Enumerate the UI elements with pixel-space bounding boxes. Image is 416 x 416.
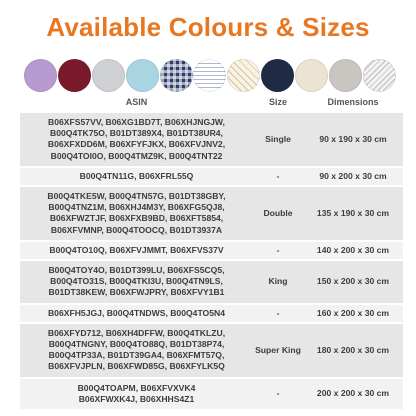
asin-cell bbox=[20, 323, 253, 378]
grey-stripe-swatch bbox=[363, 59, 396, 92]
navy-swatch bbox=[261, 59, 294, 92]
asin-line: B06XFWXK4J, B06XHHS4Z1 bbox=[78, 393, 195, 404]
size-cell: - bbox=[253, 167, 303, 186]
table-row bbox=[20, 112, 403, 167]
asin-line: B00Q4TN11G, B06XFRL55Q bbox=[79, 170, 194, 181]
table-row bbox=[20, 304, 403, 323]
dimensions-cell: 90 x 200 x 30 cm bbox=[303, 167, 403, 186]
asin-column-header: ASIN bbox=[125, 96, 148, 107]
dimensions-cell: 200 x 200 x 30 cm bbox=[303, 378, 403, 409]
dimensions-cell: 140 x 200 x 30 cm bbox=[303, 241, 403, 260]
asin-cell bbox=[20, 304, 253, 323]
lavender-swatch bbox=[24, 59, 57, 92]
light-blue-swatch bbox=[126, 59, 159, 92]
asin-line: B06XFXDD6M, B06XFYFJKX, B06XFVJNV2, bbox=[47, 139, 226, 150]
size-table bbox=[20, 92, 403, 409]
size-cell: - bbox=[253, 241, 303, 260]
table-row bbox=[20, 378, 403, 409]
asin-cell bbox=[20, 167, 253, 186]
asin-line: B00Q4TO31S, B00Q4TKI3U, B00Q4TN9LS, bbox=[50, 276, 223, 287]
table-row bbox=[20, 260, 403, 304]
asin-line: B00Q4TNZ1M, B06XHJ4M3Y, B06XFG5QJ8, bbox=[48, 202, 225, 213]
size-cell: - bbox=[253, 304, 303, 323]
asin-line: B00Q4TOY4O, B01DT399LU, B06XFS5CQ5, bbox=[48, 265, 225, 276]
asin-line: B06XFVMNP, B00Q4TOOCQ, B01DT3937A bbox=[50, 224, 223, 235]
asin-line: B00Q4TOAPM, B06XFVXVK4 bbox=[77, 382, 196, 393]
asin-line: B06XFS57VV, B06XG1BD7T, B06XHJNGJW, bbox=[48, 117, 225, 127]
size-cell: King bbox=[253, 260, 303, 304]
page-title: Available Colours & Sizes bbox=[46, 12, 370, 42]
asin-line: B06XFYD712, B06XH4DFFW, B00Q4TKLZU, bbox=[47, 327, 226, 338]
dimensions-column-header: Dimensions bbox=[327, 96, 379, 107]
size-cell: Single bbox=[253, 112, 303, 167]
white-gold-pattern-swatch bbox=[227, 59, 260, 92]
navy-gingham-swatch bbox=[160, 59, 193, 92]
table-row bbox=[20, 167, 403, 186]
asin-line: B00Q4TOI0O, B00Q4TMZ9K, B00Q4TNT22 bbox=[50, 150, 223, 161]
asin-line: B00Q4TK75O, B01DT389X4, B01DT38UR4, bbox=[50, 128, 223, 139]
asin-line: B06XFH5JGJ, B00Q4TNDWS, B00Q4TO5N4 bbox=[47, 307, 226, 318]
size-cell: - bbox=[253, 378, 303, 409]
size-cell: Super King bbox=[253, 323, 303, 378]
asin-line: B06XFVJPLN, B06XFWD85G, B06XFYLK5Q bbox=[48, 361, 225, 372]
asin-line: B00Q4TP33A, B01DT39GA4, B06XFMT57Q, bbox=[48, 350, 225, 361]
asin-line: B06XFWZTJF, B06XFXB9BD, B06XFT5854, bbox=[49, 213, 224, 224]
asin-cell bbox=[20, 112, 253, 167]
burgundy-swatch bbox=[58, 59, 91, 92]
size-column-header: Size bbox=[268, 96, 287, 107]
table-row bbox=[20, 241, 403, 260]
colour-swatch-row bbox=[24, 57, 396, 93]
white-blue-stripe-swatch bbox=[193, 59, 226, 92]
asin-cell bbox=[20, 241, 253, 260]
asin-cell bbox=[20, 260, 253, 304]
table-row bbox=[20, 323, 403, 378]
asin-line: B00Q4TKE5W, B00Q4TN57G, B01DT38GBY, bbox=[47, 191, 226, 202]
table-row bbox=[20, 186, 403, 241]
dimensions-cell: 135 x 190 x 30 cm bbox=[303, 186, 403, 241]
asin-line: B00Q4TO10Q, B06XFVJMMT, B06XFVS37V bbox=[49, 244, 224, 255]
asin-line: B00Q4TNGNY, B00Q4TO88Q, B01DT38P74, bbox=[48, 339, 225, 350]
grey-swatch bbox=[329, 59, 362, 92]
asin-cell bbox=[20, 186, 253, 241]
dimensions-cell: 180 x 200 x 30 cm bbox=[303, 323, 403, 378]
light-grey-swatch bbox=[92, 59, 125, 92]
dimensions-cell: 160 x 200 x 30 cm bbox=[303, 304, 403, 323]
dimensions-cell: 150 x 200 x 30 cm bbox=[303, 260, 403, 304]
cream-swatch bbox=[295, 59, 328, 92]
asin-cell bbox=[20, 378, 253, 409]
table-header-row bbox=[20, 92, 403, 112]
dimensions-cell: 90 x 190 x 30 cm bbox=[303, 112, 403, 167]
size-cell: Double bbox=[253, 186, 303, 241]
asin-line: B01DT38KEW, B06XFWJPRY, B06XFVY1B1 bbox=[48, 287, 225, 298]
